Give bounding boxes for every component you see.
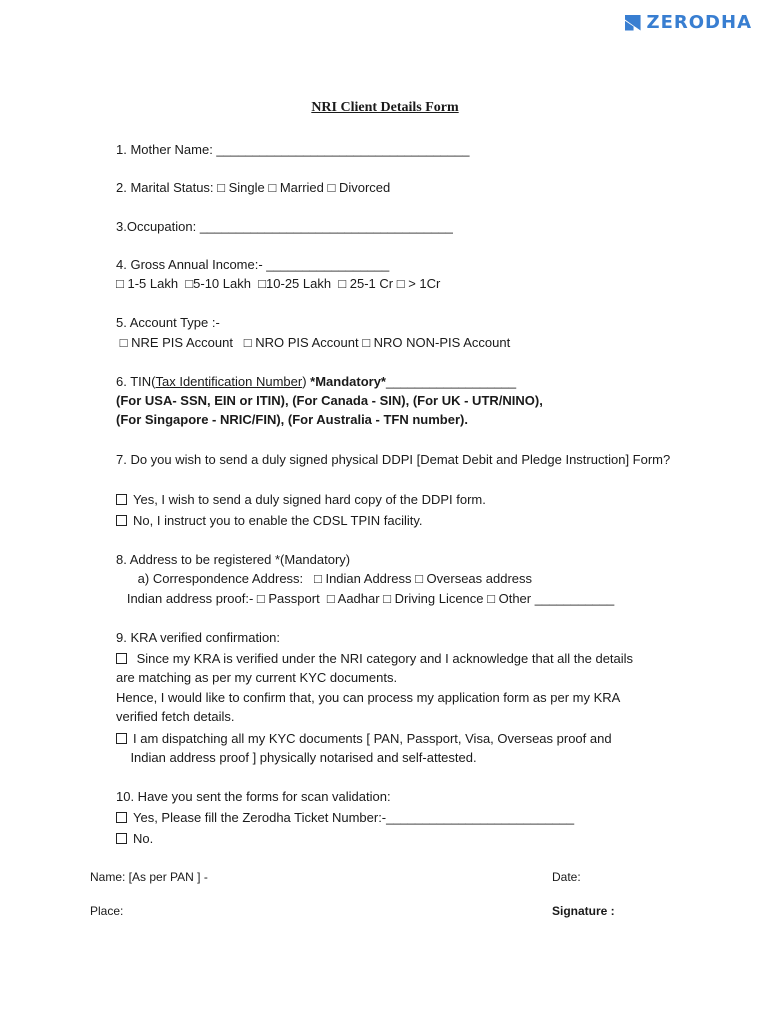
q3-occupation: 3.Occupation: ___________________________________ — [116, 219, 453, 234]
q9-option-2-cont: Indian address proof ] physically notarised and self-attested. — [116, 750, 477, 765]
q6-blank: __________________ — [386, 374, 517, 389]
checkbox-icon[interactable] — [116, 494, 127, 505]
checkbox-icon[interactable] — [116, 812, 127, 823]
q10-option-no — [116, 831, 153, 847]
zerodha-logo — [625, 12, 752, 33]
q7-option-yes — [116, 492, 486, 508]
q9-option-1-cont-3: verified fetch details. — [116, 709, 235, 724]
q5-account-type-label: 5. Account Type :- — [116, 315, 220, 330]
q7-ddpi-question: 7. Do you wish to send a duly signed physical DDPI [Demat Debit and Pledge Instruction] Form? — [116, 452, 671, 467]
footer-name: Name: [As per PAN ] - — [90, 870, 208, 884]
footer-place: Place: — [90, 904, 124, 918]
checkbox-icon[interactable] — [116, 833, 127, 844]
q9-kra-label: 9. KRA verified confirmation: — [116, 630, 281, 645]
q10-scan-label: 10. Have you sent the forms for scan validation: — [116, 789, 391, 804]
q9-option-1-cont-1: are matching as per my current KYC documents. — [116, 670, 398, 685]
q2-marital-status: 2. Marital Status: □ Single □ Married □ Divorced — [116, 180, 391, 195]
q7-option-no — [116, 513, 423, 529]
q10-option-yes-label: Yes, Please fill the Zerodha Ticket Number:-__________________________ — [133, 810, 575, 825]
q6-prefix: 6. TIN( — [116, 374, 156, 389]
q6-tin-examples-2: (For Singapore - NRIC/FIN), (For Australia - TFN number). — [116, 412, 468, 427]
q6-tin-examples-1: (For USA- SSN, EIN or ITIN), (For Canada - SIN), (For UK - UTR/NINO), — [116, 393, 543, 408]
form-title: NRI Client Details Form — [311, 100, 459, 115]
q9-option-1-cont-2: Hence, I would like to confirm that, you can process my application form as per my KRA — [116, 690, 621, 705]
zerodha-logo-icon — [625, 15, 641, 31]
q8-correspondence: a) Correspondence Address: □ Indian Address □ Overseas address — [116, 571, 533, 586]
q8-address-label: 8. Address to be registered *(Mandatory) — [116, 552, 351, 567]
q6-mandatory: *Mandatory* — [310, 374, 386, 389]
q10-option-yes — [116, 810, 574, 826]
q4-income-options: □ 1-5 Lakh □5-10 Lakh □10-25 Lakh □ 25-1 Cr □ > 1Cr — [116, 276, 441, 291]
q9-option-2 — [116, 731, 612, 747]
q9-option-2-text: I am dispatching all my KYC documents [ PAN, Passport, Visa, Overseas proof and — [133, 731, 612, 746]
q9-option-1 — [116, 651, 633, 667]
q7-option-no-label: No, I instruct you to enable the CDSL TPIN facility. — [133, 513, 423, 528]
q8-address-proof: Indian address proof:- □ Passport □ Aadhar □ Driving Licence □ Other ___________ — [116, 591, 615, 606]
q6-tin-line — [116, 374, 516, 390]
q4-income-label: 4. Gross Annual Income:- _________________ — [116, 257, 390, 272]
checkbox-icon[interactable] — [116, 653, 127, 664]
q7-option-yes-label: Yes, I wish to send a duly signed hard copy of the DDPI form. — [133, 492, 486, 507]
q6-suffix: ) — [302, 374, 311, 389]
q5-account-type-options: □ NRE PIS Account □ NRO PIS Account □ NRO NON-PIS Account — [116, 335, 511, 350]
checkbox-icon[interactable] — [116, 515, 127, 526]
footer-date: Date: — [552, 870, 581, 884]
footer-signature: Signature : — [552, 904, 615, 918]
q9-option-1-text: Since my KRA is verified under the NRI category and I acknowledge that all the details — [133, 651, 634, 666]
q6-tin-link[interactable]: Tax Identification Number — [155, 374, 303, 389]
q1-mother-name: 1. Mother Name: ___________________________________ — [116, 142, 470, 157]
logo-text: ZERODHA — [646, 12, 752, 33]
checkbox-icon[interactable] — [116, 733, 127, 744]
q10-option-no-label: No. — [133, 831, 154, 846]
